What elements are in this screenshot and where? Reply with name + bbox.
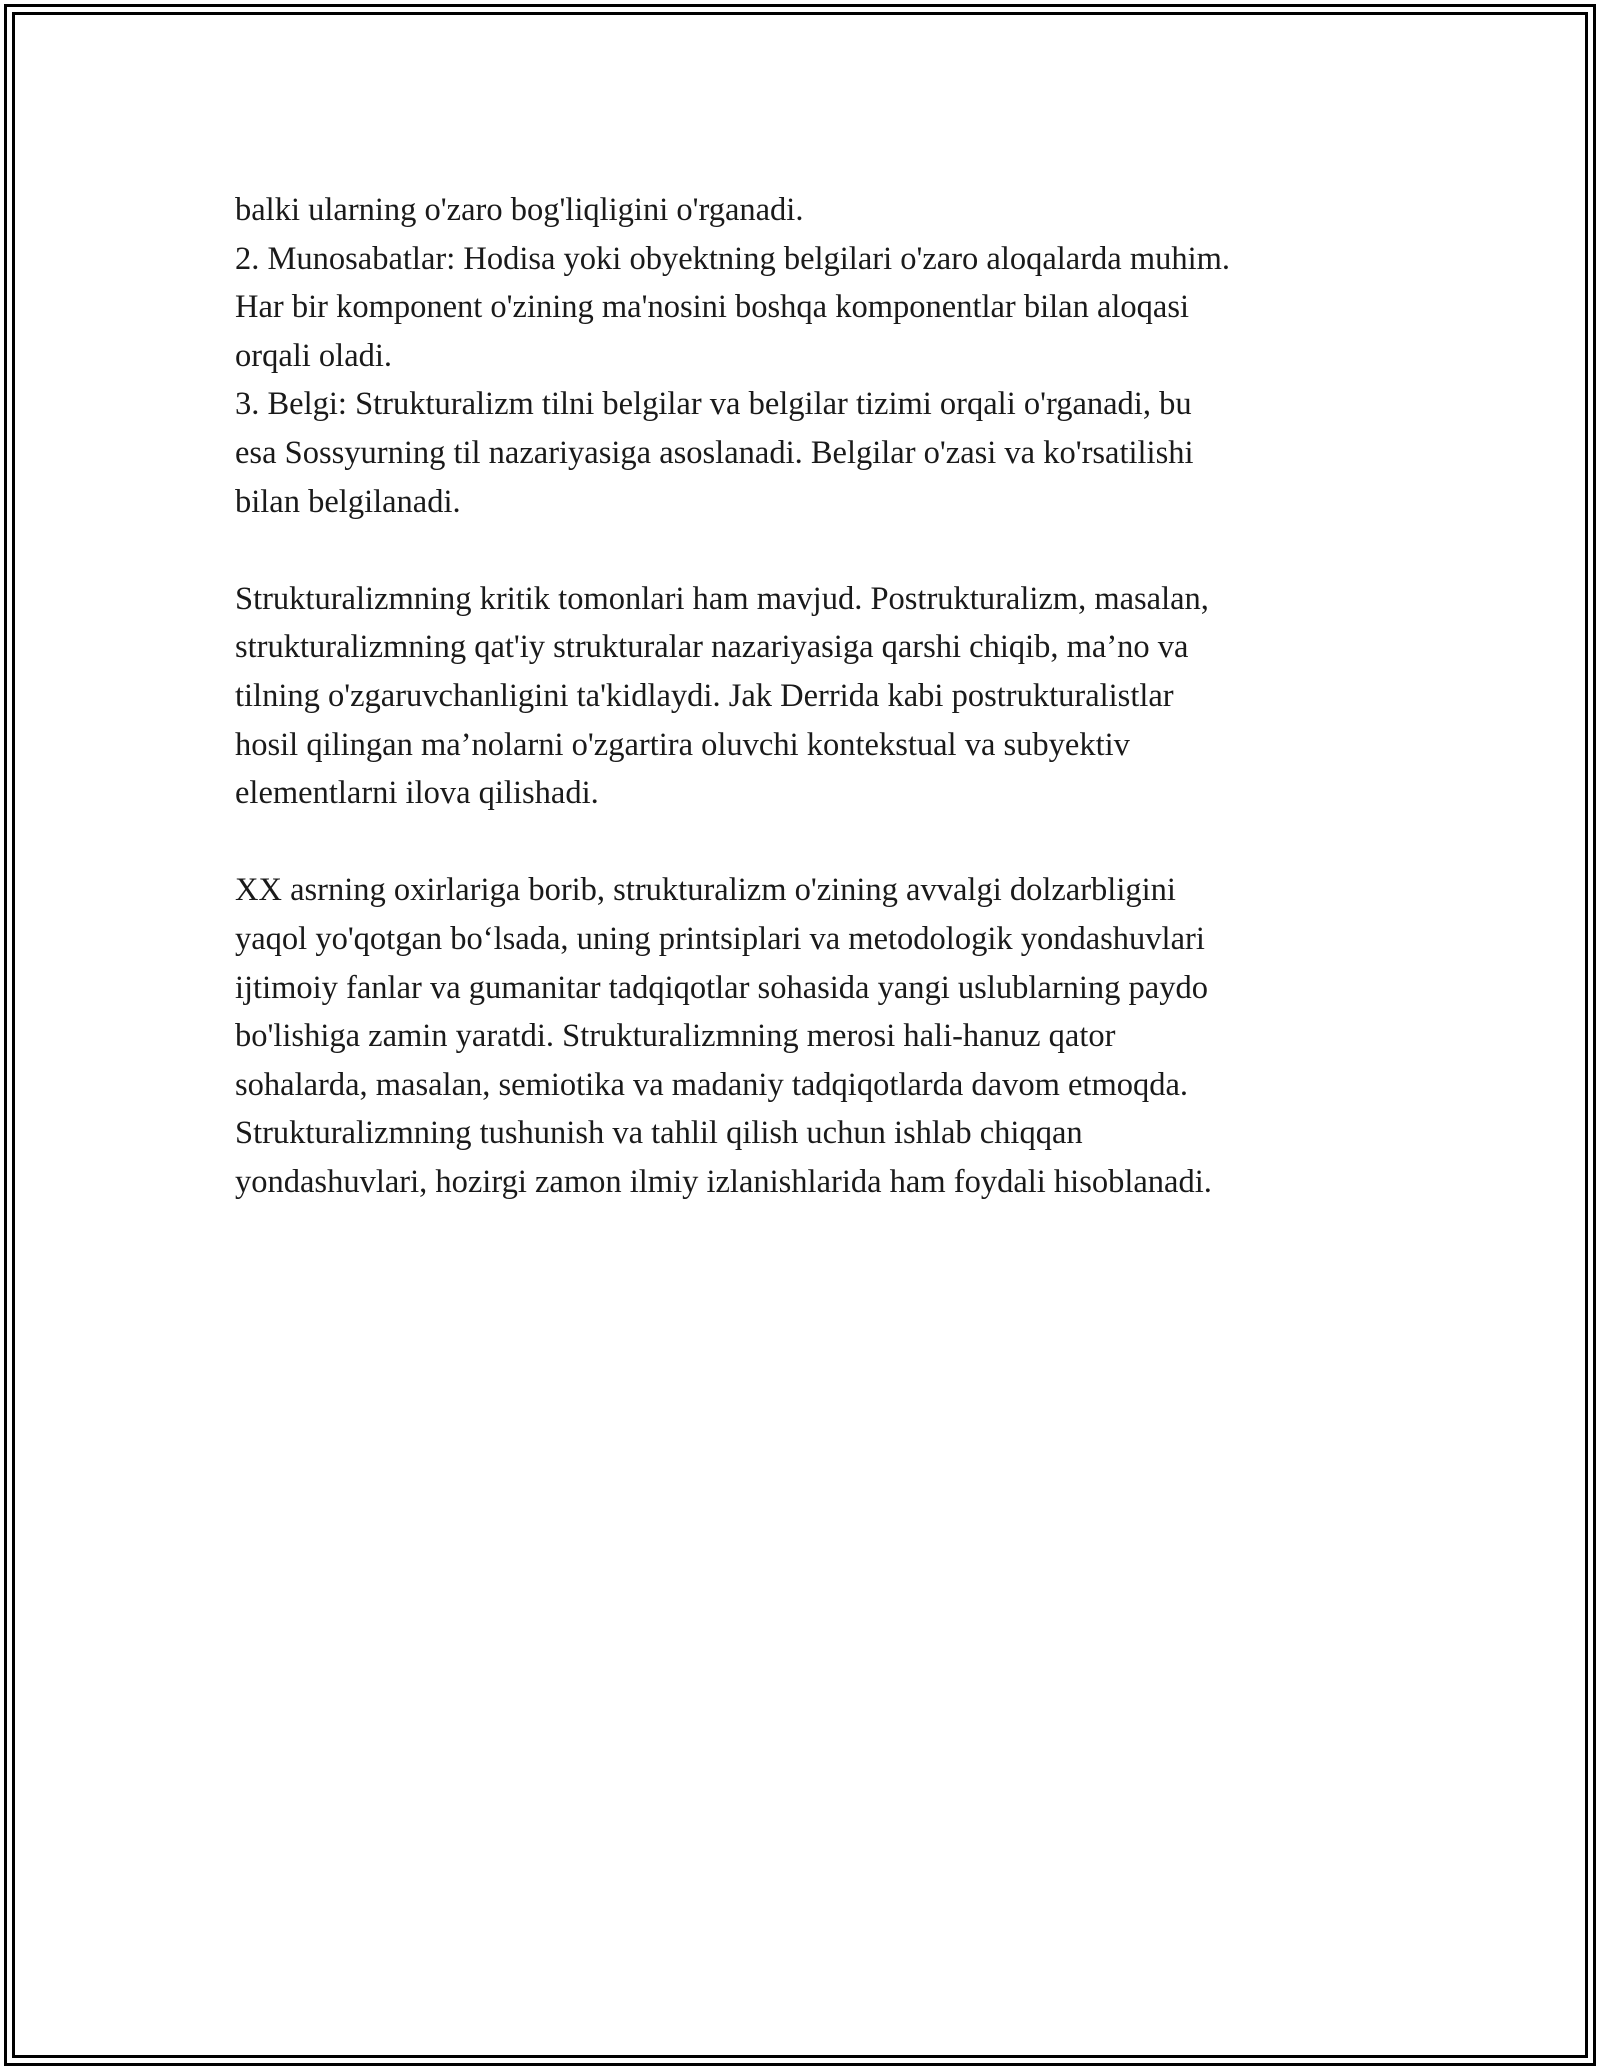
text-line: hosil qilingan ma’nolarni o'zgartira oluvchi kontekstual va subyektiv — [235, 726, 1130, 763]
text-line: 3. Belgi: Strukturalizm tilni belgilar va belgilar tizimi orqali o'rganadi, bu — [235, 386, 1192, 423]
paragraph-1 — [235, 186, 1375, 526]
text-line: strukturalizmning qat'iy strukturalar nazariyasiga qarshi chiqib, ma’no va — [235, 629, 1189, 666]
document-body — [235, 186, 1375, 1255]
text-line: bilan belgilanadi. — [235, 483, 461, 520]
text-line: Strukturalizmning kritik tomonlari ham mavjud. Postrukturalizm, masalan, — [235, 580, 1209, 617]
paragraph-3 — [235, 866, 1375, 1206]
text-line: sohalarda, masalan, semiotika va madaniy tadqiqotlarda davom etmoqda. — [235, 1066, 1189, 1103]
text-line: bo'lishiga zamin yaratdi. Strukturalizmning merosi hali-hanuz qator — [235, 1018, 1116, 1055]
text-line: Har bir komponent o'zining ma'nosini boshqa komponentlar bilan aloqasi — [235, 289, 1190, 326]
text-line: 2. Munosabatlar: Hodisa yoki obyektning belgilari o'zaro aloqalarda muhim. — [235, 240, 1231, 277]
text-line: Strukturalizmning tushunish va tahlil qilish uchun ishlab chiqqan — [235, 1115, 1083, 1152]
text-line: balki ularning o'zaro bog'liqligini o'rganadi. — [235, 192, 804, 228]
text-line: XX asrning oxirlariga borib, strukturalizm o'zining avvalgi dolzarbligini — [235, 872, 1176, 909]
text-line: yaqol yo'qotgan bo‘lsada, uning printsiplari va metodologik yondashuvlari — [235, 920, 1205, 957]
text-line: elementlarni ilova qilishadi. — [235, 775, 599, 812]
text-line: tilning o'zgaruvchanligini ta'kidlaydi. Jak Derrida kabi postrukturalistlar — [235, 677, 1174, 714]
text-line: esa Sossyurning til nazariyasiga asoslanadi. Belgilar o'zasi va ko'rsatilishi — [235, 434, 1194, 471]
text-line: yondashuvlari, hozirgi zamon ilmiy izlanishlarida ham foydali hisoblanadi. — [235, 1163, 1212, 1200]
text-line: ijtimoiy fanlar va gumanitar tadqiqotlar sohasida yangi uslublarning paydo — [235, 969, 1208, 1006]
text-line: orqali oladi. — [235, 337, 393, 374]
paragraph-2 — [235, 575, 1375, 818]
